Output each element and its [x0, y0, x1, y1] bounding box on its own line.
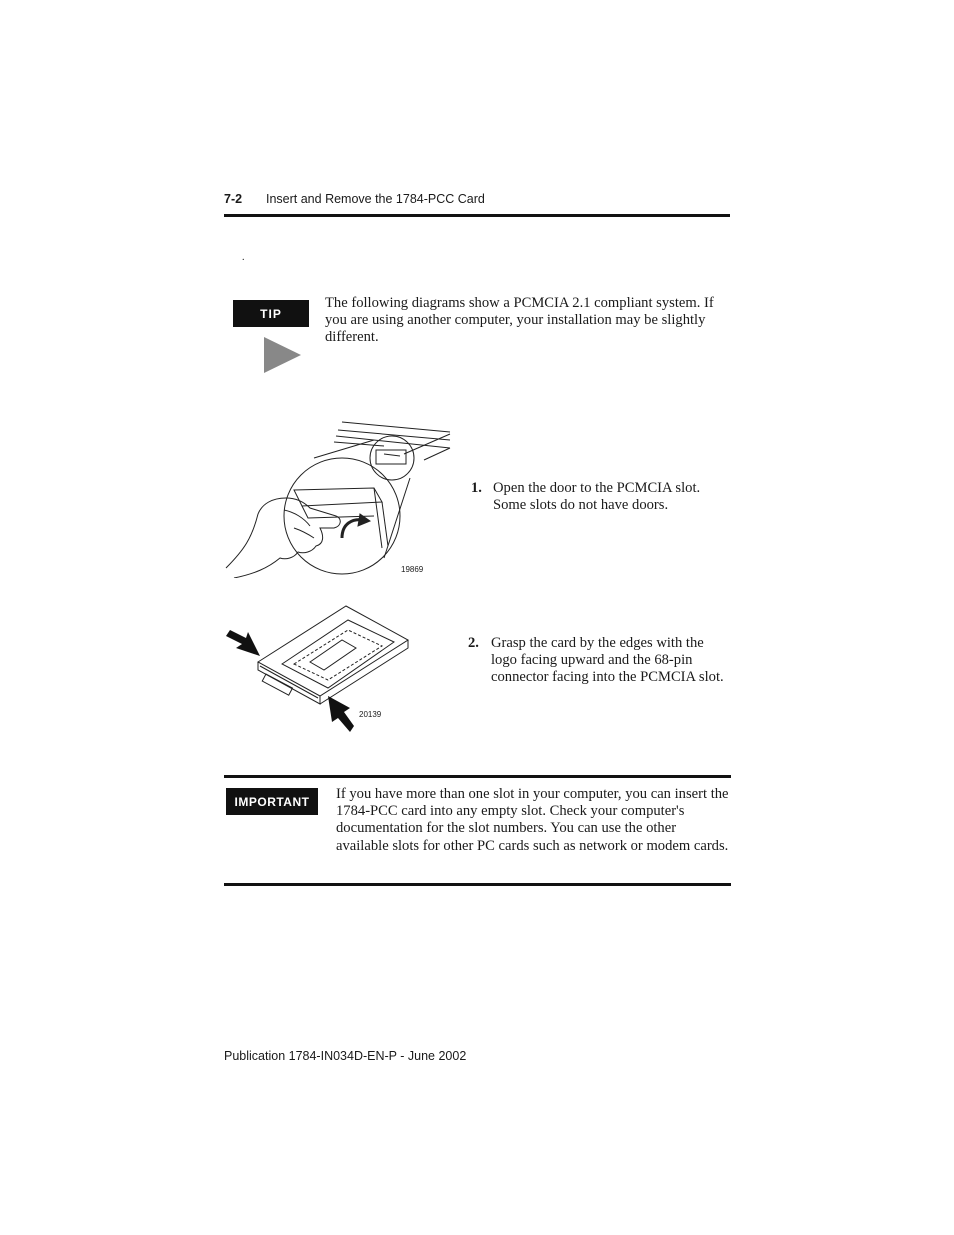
tip-arrow-icon	[264, 337, 301, 373]
pc-card-illustration	[224, 600, 424, 735]
tip-label: TIP	[233, 300, 309, 327]
stray-mark: .	[242, 252, 245, 263]
important-top-rule	[224, 775, 731, 778]
publication-footer: Publication 1784-IN034D-EN-P - June 2002	[224, 1049, 467, 1063]
page-number: 7-2	[224, 192, 243, 206]
step-text: Open the door to the PCMCIA slot. Some slots do not have doors.	[493, 480, 701, 513]
step-2	[468, 635, 730, 686]
tip-text: The following diagrams show a PCMCIA 2.1 compliant system. If you are using another computer, your installation may be slightly different.	[325, 295, 714, 345]
step-number: 2.	[468, 635, 479, 651]
open-slot-door-illustration	[224, 418, 454, 578]
step-1	[471, 480, 721, 514]
figure-id: 19869	[401, 565, 424, 574]
step-text: Grasp the card by the edges with the logo facing upward and the 68-pin connector facing into the PCMCIA slot.	[491, 635, 724, 685]
header-rule	[224, 214, 730, 217]
step-number: 1.	[471, 480, 482, 496]
important-label: IMPORTANT	[226, 788, 318, 815]
important-text: If you have more than one slot in your computer, you can insert the 1784-PCC card into any empty slot. Check your computer's documentation for the slot numbers. You can use the other available slots for other PC cards such as network or modem cards.	[336, 786, 729, 854]
important-bottom-rule	[224, 883, 731, 886]
figure-id: 20139	[359, 710, 382, 719]
chapter-title: Insert and Remove the 1784-PCC Card	[266, 192, 485, 206]
